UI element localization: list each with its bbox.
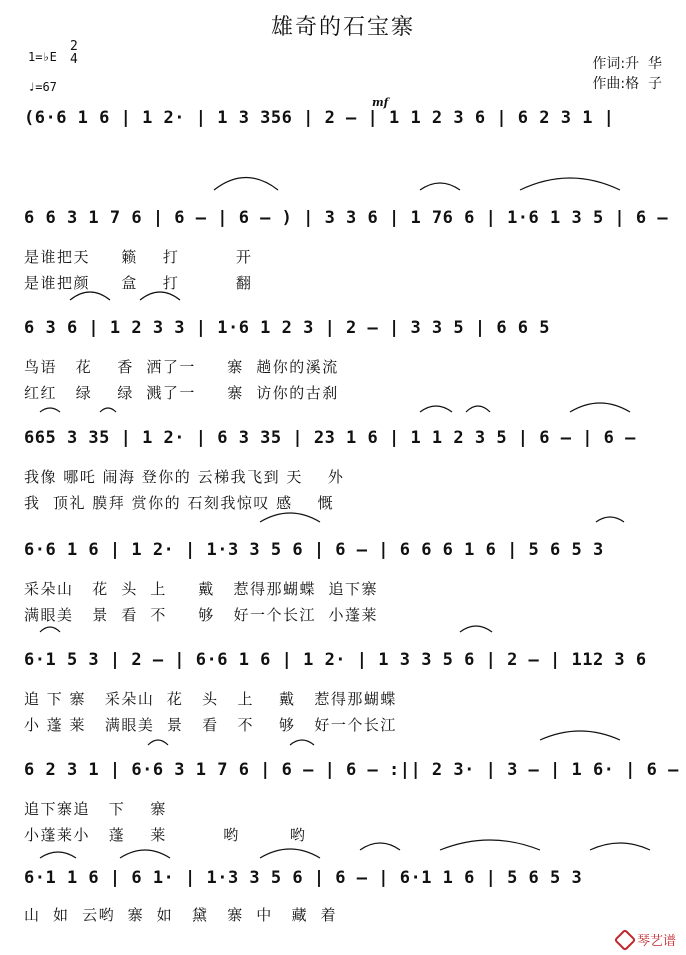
slur xyxy=(520,178,620,190)
song-title: 雄奇的石宝寨 xyxy=(270,15,415,40)
lyric-line: 是谁把天 籁 打 开 xyxy=(24,248,253,266)
slur xyxy=(466,406,490,412)
slur xyxy=(420,183,460,190)
lyric-line: 采朵山 花 头 上 戴 惹得那蝴蝶 追下寨 xyxy=(24,580,379,598)
site-logo: 琴艺谱 xyxy=(617,930,676,949)
slur xyxy=(100,408,116,412)
lyric-line: 山 如 云哟 寨 如 黛 寨 中 藏 着 xyxy=(24,906,338,924)
slur xyxy=(40,852,76,858)
lyric-line: 满眼美 景 看 不 够 好一个长江 小蓬莱 xyxy=(24,606,379,624)
lyric-line: 我 顶礼 膜拜 赏你的 石刻我惊叹 感 慨 xyxy=(24,494,335,512)
notes: 6·1 1 6 | 6 1· | 1·3 3 5 6 | 6 – | 6·1 1 6 | 5 6 5 3 xyxy=(24,868,583,888)
time-signature: 2 4 xyxy=(70,39,78,67)
notes: 6·1 5 3 | 2 – | 6·6 1 6 | 1 2· | 1 3 3 5 6 | 2 – | 112 3 6 xyxy=(24,650,647,670)
lyric-line: 红红 绿 绿 溅了一 寨 访你的古刹 xyxy=(24,384,339,402)
slur xyxy=(290,740,314,745)
slur xyxy=(420,406,452,412)
lyric-line: 是谁把颜 盒 打 翻 xyxy=(24,274,253,292)
lyric-line: 小 蓬 莱 满眼美 景 看 不 够 好一个长江 xyxy=(24,716,397,734)
slur xyxy=(40,408,60,412)
slur xyxy=(148,740,168,745)
key-label: 1=♭E xyxy=(28,50,57,64)
slur xyxy=(540,731,620,740)
lyric-line: 追下寨追 下 寨 xyxy=(24,800,167,818)
tempo-marking: ♩=67 xyxy=(28,80,57,94)
lyric-line: 小蓬莱小 蓬 莱 哟 哟 xyxy=(24,826,307,844)
slur xyxy=(590,843,650,850)
dynamic-marking: mf xyxy=(372,96,389,109)
composer: 作曲:格 子 xyxy=(592,76,662,92)
slur xyxy=(596,517,624,522)
notes: (6·6 1 6 | 1 2· | 1 3 356 | 2 – | 1 1 2 3 6 | 6 2 3 1 | xyxy=(24,108,615,128)
slur xyxy=(260,849,320,858)
lyric-line: 我像 哪吒 闹海 登你的 云梯我飞到 天 外 xyxy=(24,468,345,486)
logo-icon xyxy=(614,928,637,951)
notes: 6·6 1 6 | 1 2· | 1·3 3 5 6 | 6 – | 6 6 6 1 6 | 5 6 5 3 xyxy=(24,540,604,560)
slur xyxy=(440,840,540,850)
notes: 665 3 35 | 1 2· | 6 3 35 | 23 1 6 | 1 1 2 3 5 | 6 – | 6 – xyxy=(24,428,636,448)
lyric-line: 追 下 寨 采朵山 花 头 上 戴 惹得那蝴蝶 xyxy=(24,690,397,708)
slur xyxy=(140,292,180,300)
slur xyxy=(120,850,170,858)
slur xyxy=(40,627,60,632)
slur xyxy=(214,178,278,191)
notes: 6 2 3 1 | 6·6 3 1 7 6 | 6 – | 6 – :|| 2 3· | 3 – | 1 6· | 6 – xyxy=(24,760,679,780)
notes: 6 3 6 | 1 2 3 3 | 1·6 1 2 3 | 2 – | 3 3 5 | 6 6 5 xyxy=(24,318,551,338)
lyric-line: 鸟语 花 香 洒了一 寨 趟你的溪流 xyxy=(24,358,339,376)
notes: 6 6 3 1 7 6 | 6 – | 6 – ) | 3 3 6 | 1 76 6 | 1·6 1 3 5 | 6 – xyxy=(24,208,669,228)
slur xyxy=(260,513,320,522)
slur xyxy=(570,403,630,412)
slur xyxy=(360,843,400,850)
slur xyxy=(70,292,110,300)
lyricist: 作词:升 华 xyxy=(592,56,662,72)
slur xyxy=(460,626,492,632)
